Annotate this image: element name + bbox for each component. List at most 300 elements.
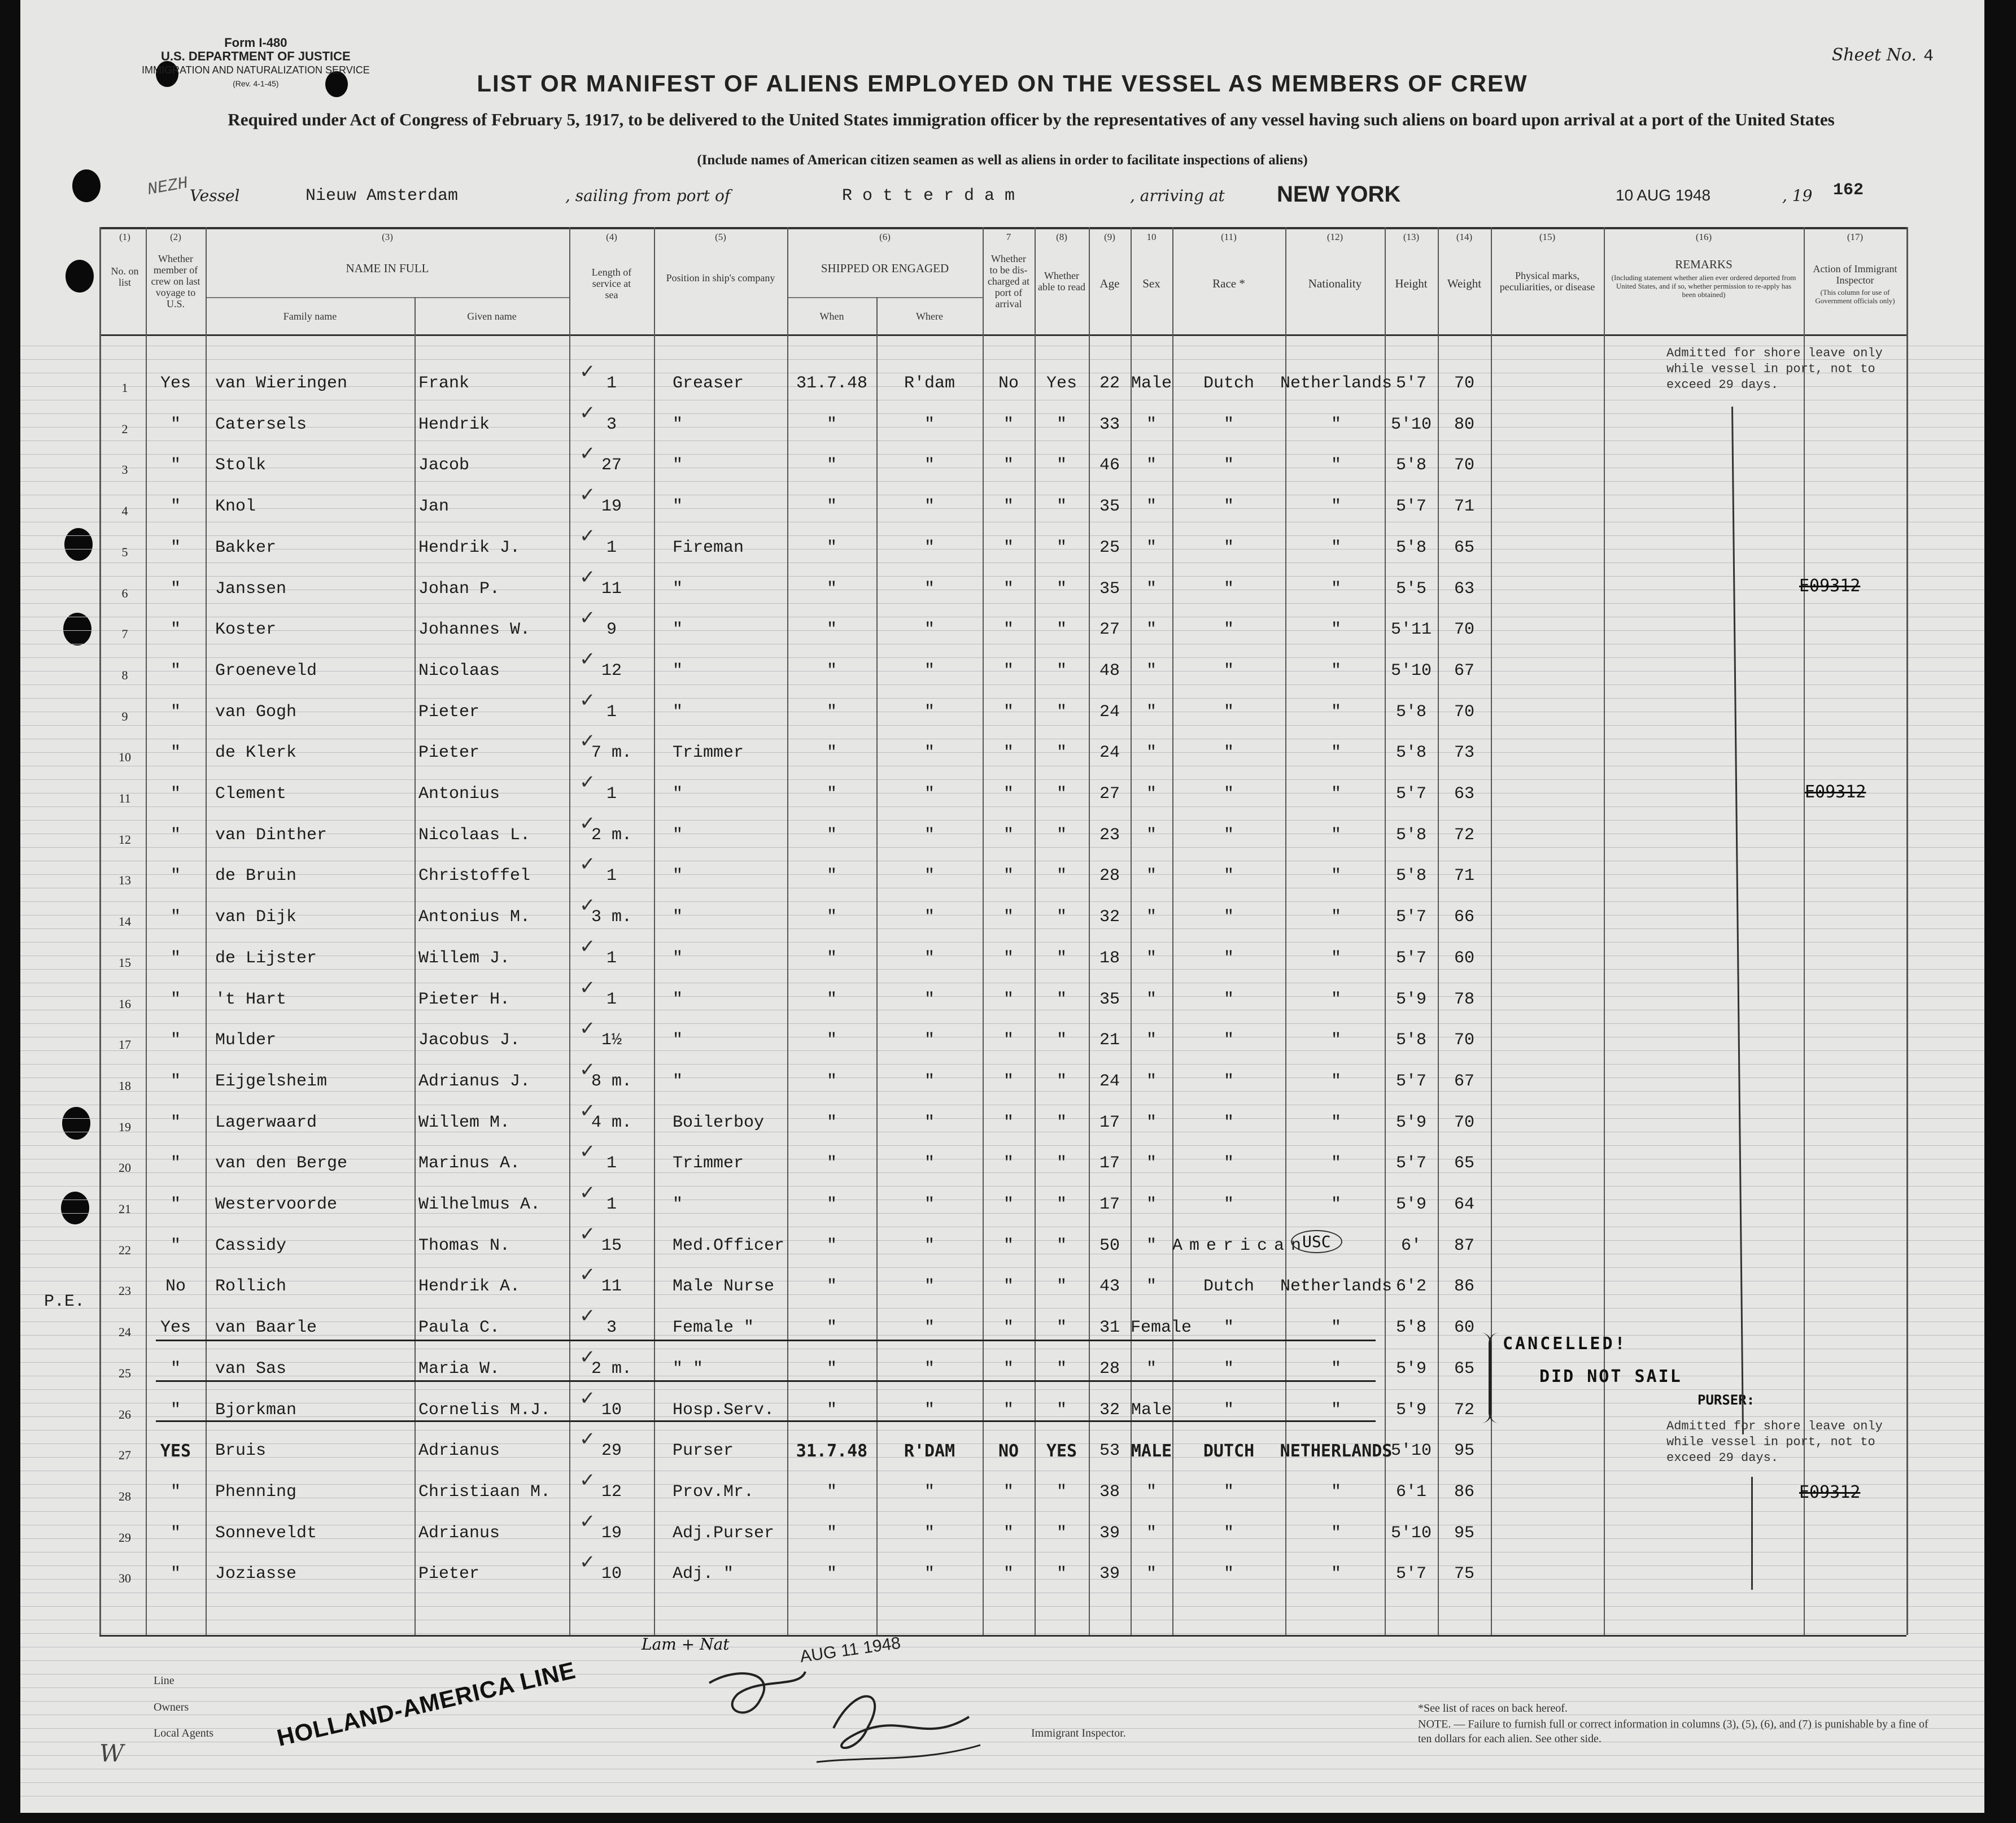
ruled-line bbox=[20, 684, 1984, 685]
cell-race: " bbox=[1223, 703, 1234, 722]
cell-height: 5'10 bbox=[1390, 1524, 1432, 1543]
cell-when: " bbox=[826, 1072, 837, 1091]
cell-given: Paula C. bbox=[418, 1318, 500, 1337]
cell-family: 't Hart bbox=[215, 990, 287, 1009]
cell-member: " bbox=[170, 1564, 181, 1584]
cell-sex: " bbox=[1146, 1195, 1157, 1214]
cell-age: 31 bbox=[1099, 1318, 1120, 1337]
cell-given: Christoffel bbox=[418, 866, 531, 886]
header-able-read: Whether able to read bbox=[1038, 270, 1085, 293]
cell-when: " bbox=[826, 1318, 837, 1337]
cell-sex: " bbox=[1146, 866, 1157, 886]
cell-where: R'DAM bbox=[904, 1441, 955, 1461]
cell-service: 1 bbox=[606, 703, 617, 722]
cell-family: Mulder bbox=[215, 1031, 277, 1050]
cell-age: 39 bbox=[1099, 1524, 1120, 1543]
arrival-port-stamp: NEW YORK bbox=[1277, 182, 1401, 207]
cell-where: " bbox=[924, 1113, 935, 1132]
col-num-3: (3) bbox=[382, 232, 393, 242]
cell-weight: 65 bbox=[1454, 538, 1474, 557]
cell-given: Maria W. bbox=[418, 1359, 500, 1379]
cell-when: " bbox=[826, 1564, 837, 1584]
cell-given: Jan bbox=[418, 497, 450, 516]
cell-read: " bbox=[1056, 497, 1067, 516]
cell-nat: " bbox=[1330, 949, 1341, 968]
cell-when: " bbox=[826, 990, 837, 1009]
header-sex: Sex bbox=[1142, 277, 1160, 290]
ruled-line bbox=[20, 725, 1984, 726]
cell-weight: 67 bbox=[1454, 1072, 1474, 1091]
cell-sex: " bbox=[1146, 1359, 1157, 1379]
cell-position: Boilerboy bbox=[673, 1113, 765, 1132]
header-race: Race * bbox=[1212, 277, 1245, 290]
cell-given: Frank bbox=[418, 374, 470, 393]
punch-hole bbox=[62, 1107, 90, 1140]
cell-given: Antonius bbox=[418, 784, 500, 804]
cell-weight: 86 bbox=[1454, 1482, 1474, 1502]
vessel-label: Vessel bbox=[190, 186, 240, 205]
header-action-note: (This column for use of Government officials only) bbox=[1815, 288, 1895, 305]
cell-race: " bbox=[1223, 1031, 1234, 1050]
cell-age: 17 bbox=[1099, 1195, 1120, 1214]
cell-race: " bbox=[1223, 990, 1234, 1009]
check-mark-icon: ✓ bbox=[579, 853, 596, 875]
cell-disch: " bbox=[1003, 1072, 1014, 1091]
cell-height: 5'9 bbox=[1395, 1401, 1426, 1420]
cell-sex: MALE bbox=[1131, 1441, 1172, 1461]
cell-given: Pieter H. bbox=[418, 990, 510, 1009]
cell-height: 6'2 bbox=[1395, 1277, 1426, 1296]
cell-weight: 75 bbox=[1454, 1564, 1474, 1584]
col-num-11: (11) bbox=[1221, 232, 1237, 242]
cell-age: 35 bbox=[1099, 990, 1120, 1009]
cell-member: " bbox=[170, 1072, 181, 1091]
cell-no: 8 bbox=[121, 668, 128, 682]
ruled-line bbox=[20, 1782, 1984, 1783]
cell-disch: " bbox=[1003, 456, 1014, 475]
column-divider bbox=[1089, 227, 1090, 1635]
column-divider bbox=[983, 227, 984, 1635]
cell-position: Male Nurse bbox=[673, 1277, 775, 1296]
cell-age: 22 bbox=[1099, 374, 1120, 393]
cell-service: 2 m. bbox=[591, 826, 632, 845]
cell-no: 3 bbox=[121, 463, 128, 477]
cell-nat: " bbox=[1330, 1482, 1341, 1502]
cell-age: 39 bbox=[1099, 1564, 1120, 1584]
column-divider bbox=[654, 227, 655, 1635]
cell-disch: " bbox=[1003, 538, 1014, 557]
ruled-line bbox=[20, 1064, 1984, 1065]
cell-read: " bbox=[1056, 990, 1067, 1009]
cell-no: 11 bbox=[119, 791, 131, 805]
cell-height: 5'9 bbox=[1395, 990, 1426, 1009]
cell-race: " bbox=[1223, 743, 1234, 762]
margin-note: NEZH bbox=[146, 174, 190, 200]
cell-family: Groeneveld bbox=[215, 661, 317, 681]
col-num-14: (14) bbox=[1456, 232, 1473, 242]
cell-position: Trimmer bbox=[673, 1154, 744, 1173]
cell-age: 24 bbox=[1099, 703, 1120, 722]
form-number: Form I-480 bbox=[224, 36, 287, 50]
cell-nat: " bbox=[1330, 1524, 1341, 1543]
cell-sex: " bbox=[1146, 1031, 1157, 1050]
cell-member: " bbox=[170, 949, 181, 968]
cell-height: 5'8 bbox=[1395, 703, 1426, 722]
cell-disch: " bbox=[1003, 1154, 1014, 1173]
cell-race: " bbox=[1223, 579, 1234, 599]
cell-nat: " bbox=[1330, 661, 1341, 681]
col-num-1: (1) bbox=[119, 232, 130, 242]
cell-no: 10 bbox=[119, 750, 131, 764]
ruled-line bbox=[20, 1145, 1984, 1146]
cell-weight: 70 bbox=[1454, 1113, 1474, 1132]
cell-member: " bbox=[170, 1113, 181, 1132]
cell-member: " bbox=[170, 456, 181, 475]
punch-hole bbox=[64, 528, 93, 561]
cell-weight: 71 bbox=[1454, 497, 1474, 516]
check-mark-icon: ✓ bbox=[579, 483, 596, 506]
cell-where: " bbox=[924, 497, 935, 516]
cell-height: 5'8 bbox=[1395, 1031, 1426, 1050]
cell-service: 1 bbox=[606, 866, 617, 886]
cell-age: 24 bbox=[1099, 1072, 1120, 1091]
cell-position: " bbox=[673, 1072, 683, 1091]
cell-race: " bbox=[1223, 826, 1234, 845]
cell-given: Willem M. bbox=[418, 1113, 510, 1132]
cell-where: " bbox=[924, 784, 935, 804]
cell-member: " bbox=[170, 784, 181, 804]
cell-nat: " bbox=[1330, 538, 1341, 557]
cell-race: " bbox=[1223, 1524, 1234, 1543]
check-mark-icon: ✓ bbox=[579, 1551, 596, 1573]
cell-weight: 71 bbox=[1454, 866, 1474, 886]
cell-weight: 95 bbox=[1454, 1524, 1474, 1543]
cell-age: 46 bbox=[1099, 456, 1120, 475]
cell-position: Purser bbox=[673, 1441, 734, 1460]
cell-service: 11 bbox=[601, 579, 622, 599]
col-num-6: (6) bbox=[879, 232, 891, 242]
cell-disch: " bbox=[1003, 826, 1014, 845]
cell-given: Hendrik J. bbox=[418, 538, 521, 557]
cell-read: " bbox=[1056, 1401, 1067, 1420]
cell-age: 27 bbox=[1099, 620, 1120, 639]
header-member: Whether member of crew on last voyage to U.S. bbox=[151, 253, 200, 309]
cell-family: van den Berge bbox=[215, 1154, 348, 1173]
cell-disch: " bbox=[1003, 497, 1014, 516]
cell-given: Nicolaas L. bbox=[418, 826, 531, 845]
ruled-line bbox=[20, 1511, 1984, 1512]
cell-given: Johan P. bbox=[418, 579, 500, 599]
cell-member: " bbox=[170, 908, 181, 927]
cell-age: 17 bbox=[1099, 1113, 1120, 1132]
cell-disch: " bbox=[1003, 866, 1014, 886]
cell-no: 12 bbox=[119, 832, 131, 847]
cell-position: " bbox=[673, 784, 683, 804]
check-mark-icon: ✓ bbox=[579, 1387, 596, 1410]
header-nationality: Nationality bbox=[1308, 277, 1362, 290]
cell-family: Bakker bbox=[215, 538, 277, 557]
cell-height: 5'8 bbox=[1395, 456, 1426, 475]
check-mark-icon: ✓ bbox=[579, 976, 596, 999]
cell-disch: " bbox=[1003, 703, 1014, 722]
col-num-12: (12) bbox=[1326, 232, 1343, 242]
cell-height: 5'7 bbox=[1395, 1072, 1426, 1091]
punch-hole bbox=[66, 260, 94, 293]
cell-read: " bbox=[1056, 949, 1067, 968]
cell-service: 9 bbox=[606, 620, 617, 639]
inclusion-note: (Include names of American citizen seamen as well as aliens in order to facilitate inspections of aliens) bbox=[697, 152, 1308, 168]
cell-weight: 60 bbox=[1454, 1318, 1474, 1337]
cell-read: " bbox=[1056, 538, 1067, 557]
cell-member: " bbox=[170, 1154, 181, 1173]
cell-when: 31.7.48 bbox=[796, 1441, 868, 1461]
cell-family: de Bruin bbox=[215, 866, 297, 886]
cell-nat: NETHERLANDS bbox=[1280, 1441, 1393, 1461]
holland-america-stamp: HOLLAND-AMERICA LINE bbox=[274, 1656, 578, 1751]
cell-given: Jacob bbox=[418, 456, 470, 475]
department: U.S. DEPARTMENT OF JUSTICE bbox=[160, 49, 351, 63]
cell-where: " bbox=[924, 1482, 935, 1502]
cell-when: " bbox=[826, 661, 837, 681]
cell-given: Marinus A. bbox=[418, 1154, 521, 1173]
cell-service: 3 bbox=[606, 415, 617, 434]
check-mark-icon: ✓ bbox=[579, 566, 596, 588]
cell-sex: " bbox=[1146, 1564, 1157, 1584]
cell-weight: 95 bbox=[1454, 1441, 1474, 1460]
cell-disch: " bbox=[1003, 579, 1014, 599]
cell-when: " bbox=[826, 1524, 837, 1543]
cell-race: " bbox=[1223, 1318, 1234, 1337]
cell-age: 53 bbox=[1099, 1441, 1120, 1460]
cell-family: Joziasse bbox=[215, 1564, 297, 1584]
cell-member: " bbox=[170, 661, 181, 681]
cell-age: 23 bbox=[1099, 826, 1120, 845]
check-mark-icon: ✓ bbox=[579, 607, 596, 629]
cell-family: Phenning bbox=[215, 1482, 297, 1502]
vessel-line bbox=[20, 174, 1984, 215]
cell-nat: " bbox=[1330, 497, 1341, 516]
cell-position: Prov.Mr. bbox=[673, 1482, 754, 1502]
col-num-7: 7 bbox=[1006, 232, 1011, 242]
cell-read: " bbox=[1056, 743, 1067, 762]
cell-position: " bbox=[673, 661, 683, 681]
ruled-line bbox=[20, 1633, 1984, 1634]
cell-read: " bbox=[1056, 1482, 1067, 1502]
cell-member: No bbox=[165, 1277, 186, 1296]
cell-family: de Lijster bbox=[215, 949, 317, 968]
sheet-number bbox=[1832, 45, 1934, 66]
cell-no: 18 bbox=[119, 1079, 131, 1093]
column-divider bbox=[1385, 227, 1386, 1635]
cancelled-note: CANCELLED! bbox=[1503, 1334, 1627, 1354]
cancel-strike-25 bbox=[156, 1380, 1376, 1382]
cell-sex: " bbox=[1146, 497, 1157, 516]
cell-when: " bbox=[826, 826, 837, 845]
cell-where: " bbox=[924, 826, 935, 845]
sheet-value: 4 bbox=[1923, 47, 1934, 66]
col-num-4: (4) bbox=[606, 232, 617, 242]
cell-when: " bbox=[826, 1359, 837, 1379]
cell-race: " bbox=[1223, 620, 1234, 639]
penalty-footnote: NOTE. — Failure to furnish full or correct information in columns (3), (5), (6), and (7) is punishable by a fine of ten dollars for each alien. See other side. bbox=[1418, 1718, 1928, 1745]
check-mark-icon: ✓ bbox=[579, 1510, 596, 1533]
cell-where: " bbox=[924, 1401, 935, 1420]
cell-position: Greaser bbox=[673, 374, 744, 393]
arriving-label: , arriving at bbox=[1130, 186, 1225, 205]
cell-nat: " bbox=[1330, 579, 1341, 599]
cell-race: " bbox=[1223, 497, 1234, 516]
cell-height: 5'7 bbox=[1395, 1154, 1426, 1173]
cell-read: " bbox=[1056, 1154, 1067, 1173]
cell-nat: " bbox=[1330, 620, 1341, 639]
cell-race: " bbox=[1223, 1482, 1234, 1502]
corner-mark: W bbox=[99, 1739, 124, 1767]
cell-family: Stolk bbox=[215, 456, 267, 475]
cell-race: " bbox=[1223, 415, 1234, 434]
name-subheader-line bbox=[206, 297, 569, 298]
cell-read: " bbox=[1056, 1072, 1067, 1091]
cell-family: Cassidy bbox=[215, 1236, 287, 1255]
cell-family: van Dinther bbox=[215, 826, 328, 845]
header-weight: Weight bbox=[1447, 277, 1482, 290]
cell-family: van Dijk bbox=[215, 908, 297, 927]
remark-vertical-line bbox=[1731, 407, 1744, 1434]
cell-age: 25 bbox=[1099, 538, 1120, 557]
cell-no: 27 bbox=[119, 1448, 131, 1462]
cell-position: Adj. " bbox=[673, 1564, 734, 1584]
cancel-strike-24 bbox=[156, 1340, 1376, 1341]
cell-where: " bbox=[924, 1236, 935, 1255]
cell-read: Yes bbox=[1046, 374, 1077, 393]
cell-given: Wilhelmus A. bbox=[418, 1195, 541, 1214]
col-num-16: (16) bbox=[1695, 232, 1712, 242]
cell-age: 24 bbox=[1099, 743, 1120, 762]
cell-weight: 86 bbox=[1454, 1277, 1474, 1296]
header-physical: Physical marks, peculiarities, or disease bbox=[1499, 270, 1595, 293]
cell-given: Johannes W. bbox=[418, 620, 531, 639]
date-stamp: 10 AUG 1948 bbox=[1616, 186, 1711, 204]
cell-race: " bbox=[1223, 1113, 1234, 1132]
cell-service: 7 m. bbox=[591, 743, 632, 762]
column-divider bbox=[1131, 227, 1132, 1635]
cell-service: 1 bbox=[606, 374, 617, 393]
cell-sex: Female bbox=[1131, 1318, 1192, 1337]
cell-no: 17 bbox=[119, 1037, 131, 1052]
cell-weight: 60 bbox=[1454, 949, 1474, 968]
column-divider bbox=[1172, 227, 1173, 1635]
cell-position: " bbox=[673, 456, 683, 475]
cell-age: 32 bbox=[1099, 1401, 1120, 1420]
ruled-line bbox=[20, 1389, 1984, 1390]
cell-weight: 70 bbox=[1454, 703, 1474, 722]
table-bottom-border bbox=[99, 1635, 1906, 1637]
cell-where: " bbox=[924, 703, 935, 722]
cell-where: " bbox=[924, 743, 935, 762]
cell-when: " bbox=[826, 1031, 837, 1050]
cell-where: " bbox=[924, 866, 935, 886]
cell-member: " bbox=[170, 1195, 181, 1214]
cell-no: 14 bbox=[119, 914, 131, 928]
cell-nat: " bbox=[1330, 908, 1341, 927]
check-mark-icon: ✓ bbox=[579, 1181, 596, 1204]
cell-where: " bbox=[924, 620, 935, 639]
column-divider bbox=[206, 227, 207, 1635]
cell-age: 35 bbox=[1099, 579, 1120, 599]
cell-weight: 65 bbox=[1454, 1359, 1474, 1379]
cell-disch: " bbox=[1003, 1277, 1014, 1296]
cell-when: " bbox=[826, 579, 837, 599]
cell-read: " bbox=[1056, 826, 1067, 845]
ruled-line bbox=[20, 1606, 1984, 1607]
cell-member: " bbox=[170, 497, 181, 516]
cell-where: " bbox=[924, 1195, 935, 1214]
cell-read: " bbox=[1056, 415, 1067, 434]
cell-nat: " bbox=[1330, 1318, 1341, 1337]
cell-height: 5'8 bbox=[1395, 866, 1426, 886]
cell-disch: " bbox=[1003, 908, 1014, 927]
cell-service: 3 bbox=[606, 1318, 617, 1337]
header-family-name: Family name bbox=[283, 311, 337, 322]
inspection-date-stamp: AUG 11 1948 bbox=[798, 1633, 902, 1667]
cell-read: YES bbox=[1046, 1441, 1077, 1461]
cell-no: 15 bbox=[119, 956, 131, 970]
cell-family: Bruis bbox=[215, 1441, 267, 1460]
cell-no: 24 bbox=[119, 1325, 131, 1339]
cell-family: de Klerk bbox=[215, 743, 297, 762]
cell-sex: " bbox=[1146, 538, 1157, 557]
cell-where: " bbox=[924, 1277, 935, 1296]
cell-position: " bbox=[673, 990, 683, 1009]
check-mark-icon: ✓ bbox=[579, 525, 596, 547]
cell-disch: " bbox=[1003, 990, 1014, 1009]
cell-family: van Sas bbox=[215, 1359, 287, 1379]
cell-race: " bbox=[1223, 866, 1234, 886]
ruled-line bbox=[20, 1186, 1984, 1187]
header-when: When bbox=[819, 311, 844, 322]
inspector-signature bbox=[687, 1649, 1003, 1773]
cell-height: 6'1 bbox=[1395, 1482, 1426, 1502]
cell-when: " bbox=[826, 1236, 837, 1255]
cell-sex: " bbox=[1146, 661, 1157, 681]
cell-no: 2 bbox=[121, 422, 128, 436]
cell-service: 3 m. bbox=[591, 908, 632, 927]
cell-weight: 70 bbox=[1454, 620, 1474, 639]
cell-position: Fireman bbox=[673, 538, 744, 557]
cell-when: " bbox=[826, 1482, 837, 1502]
check-mark-icon: ✓ bbox=[579, 730, 596, 752]
remark-vertical-line-2 bbox=[1751, 1477, 1753, 1590]
cell-race: " bbox=[1223, 949, 1234, 968]
cell-service: 1½ bbox=[601, 1031, 622, 1050]
cell-weight: 66 bbox=[1454, 908, 1474, 927]
header-length-service: Length of service at sea bbox=[591, 267, 632, 300]
cell-sex: " bbox=[1146, 579, 1157, 599]
cell-service: 1 bbox=[606, 1195, 617, 1214]
header-remarks: REMARKS bbox=[1675, 258, 1733, 271]
cell-disch: " bbox=[1003, 1401, 1014, 1420]
header-name-in-full: NAME IN FULL bbox=[346, 261, 429, 275]
cell-weight: 80 bbox=[1454, 415, 1474, 434]
col-num-8: (8) bbox=[1056, 232, 1067, 242]
check-mark-icon: ✓ bbox=[579, 402, 596, 424]
cell-weight: 70 bbox=[1454, 1031, 1474, 1050]
cell-position: " bbox=[673, 866, 683, 886]
cell-race: Dutch bbox=[1203, 374, 1254, 393]
cell-member: " bbox=[170, 415, 181, 434]
cell-height: 5'9 bbox=[1395, 1113, 1426, 1132]
service: IMMIGRATION AND NATURALIZATION SERVICE bbox=[142, 64, 370, 76]
header-where: Where bbox=[916, 311, 943, 322]
